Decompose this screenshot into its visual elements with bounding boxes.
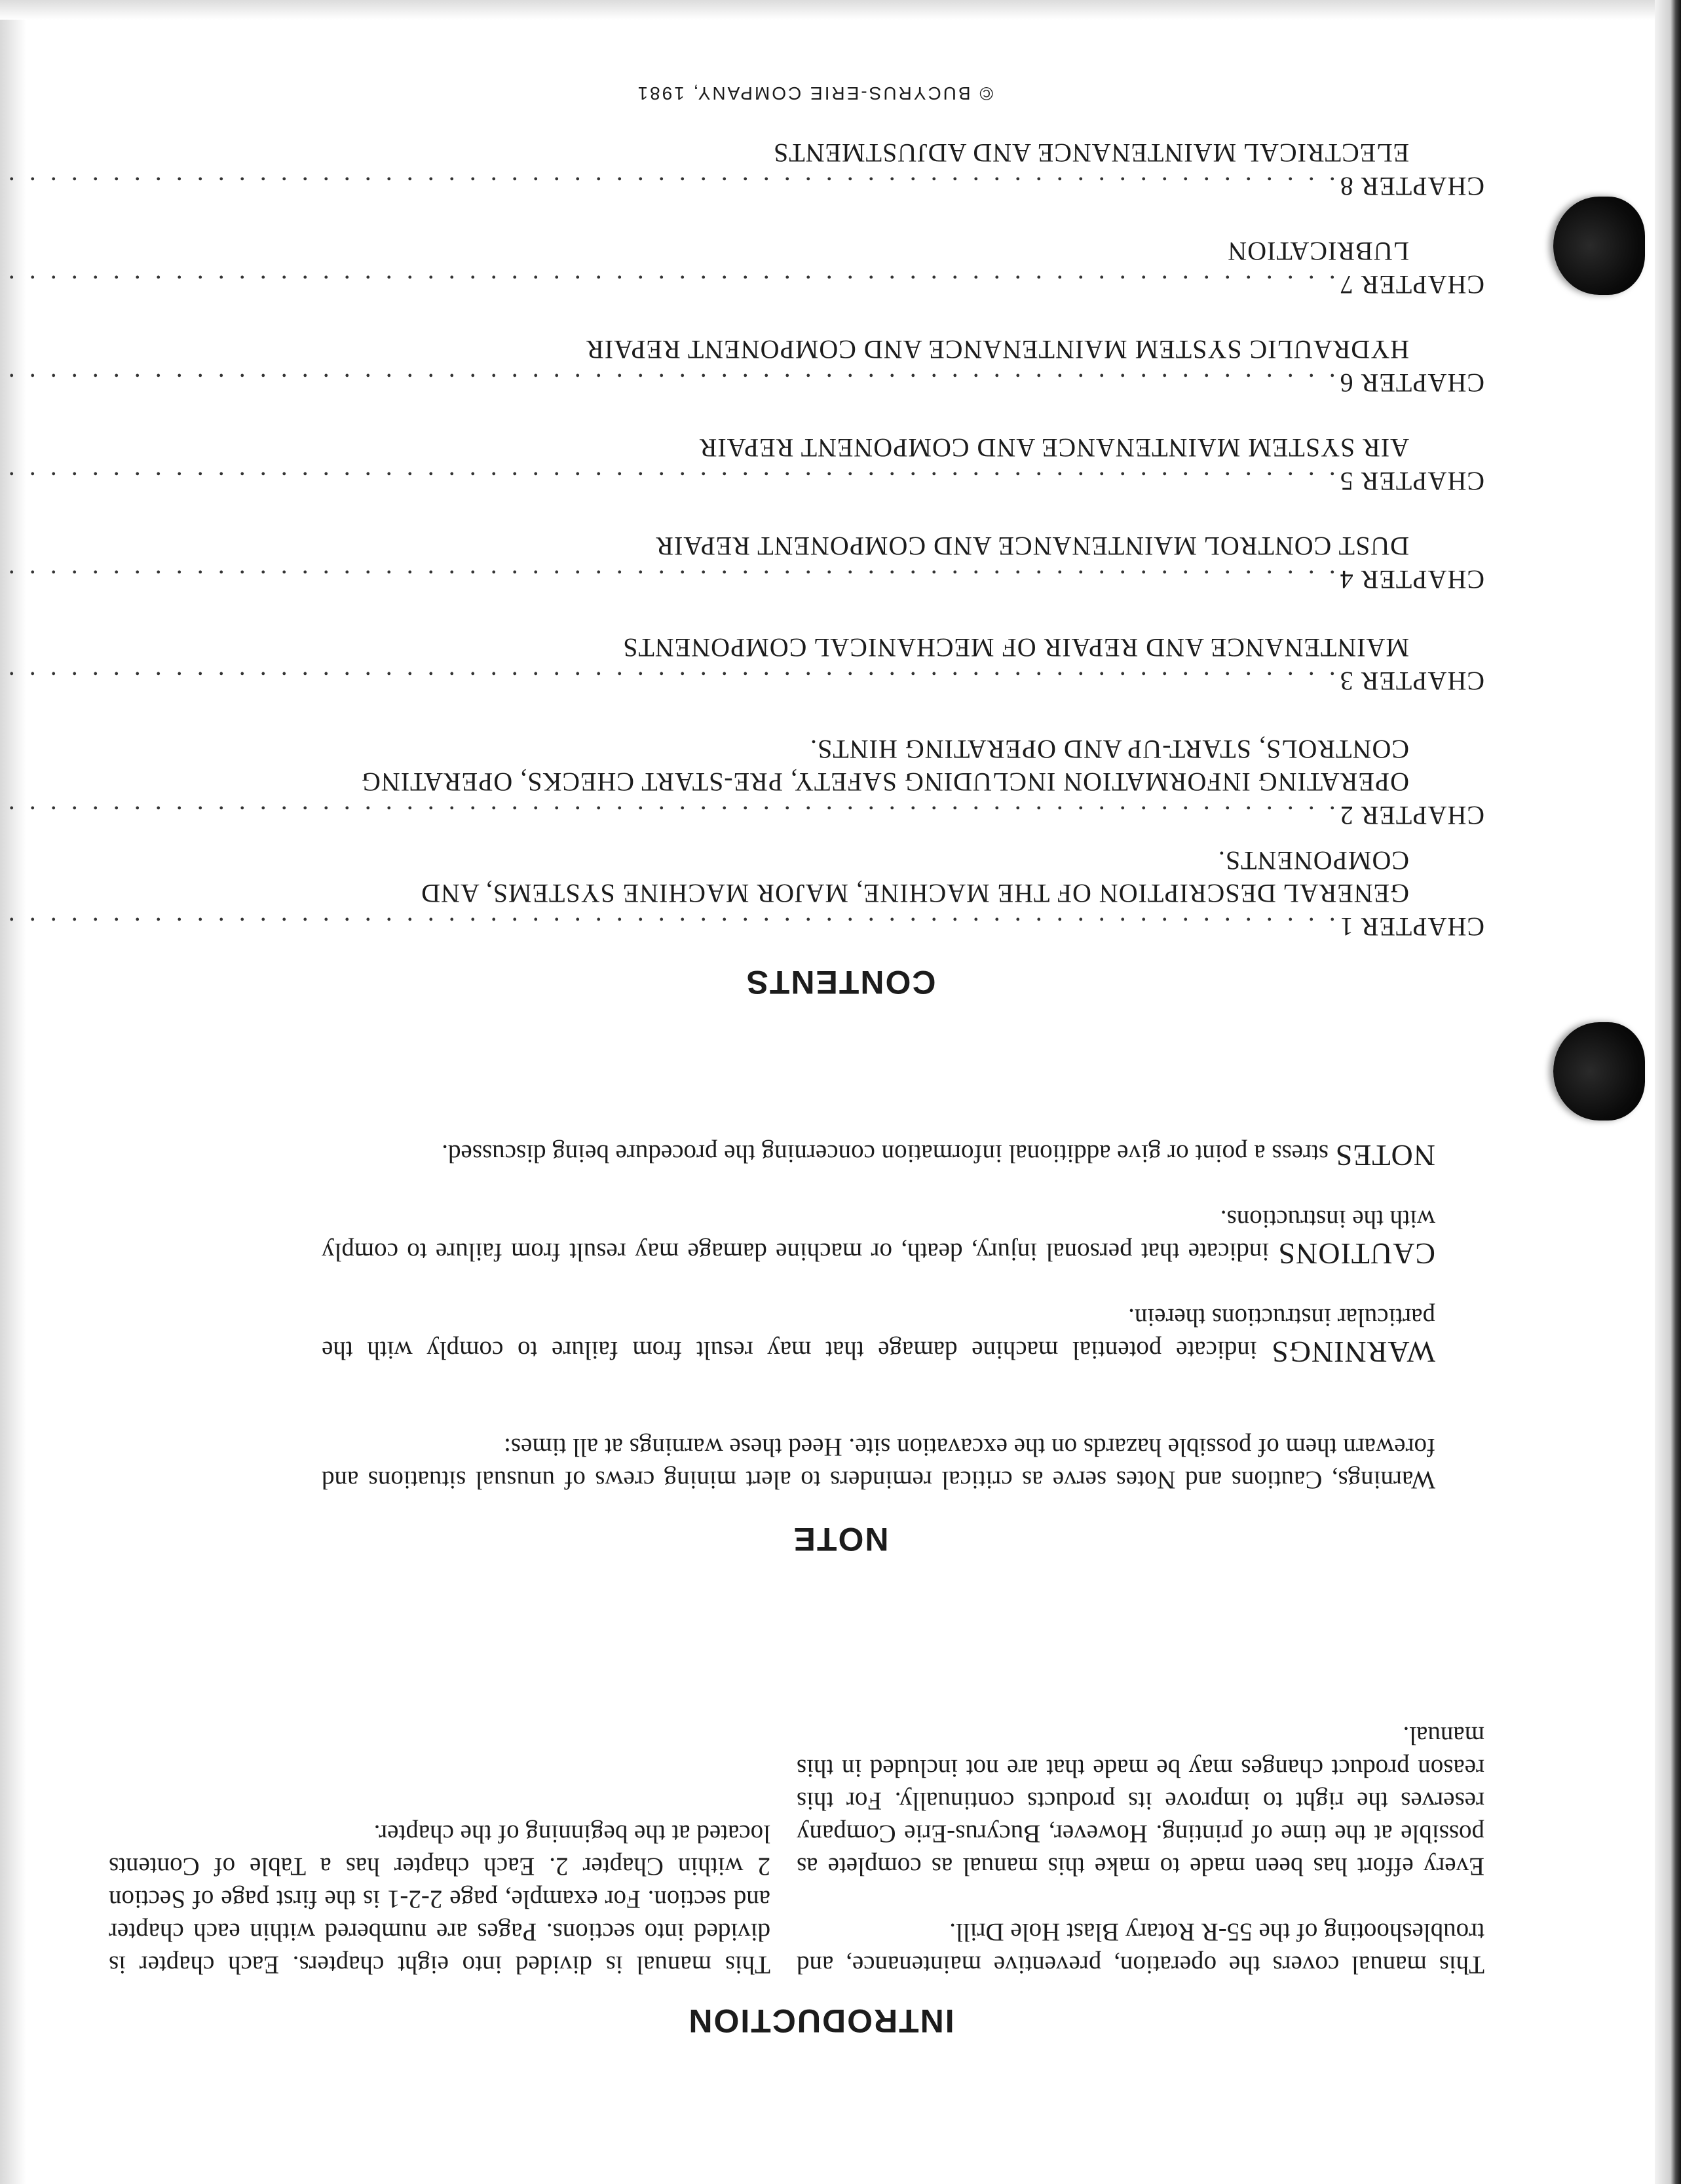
toc-description-line: ELECTRICAL MAINTENANCE AND ADJUSTMENTS	[773, 138, 1409, 168]
warnings-text: indicate potential machine damage that may result from failure to comply with the particular instructions therein.	[322, 1303, 1435, 1364]
toc-leader-dots: . . . . . . . . . . . . . . . . . . . . . . . . . . . . . . . . . . . . . . . . . . . . . . . . . . . . . . . . . . . . . . . .	[4, 801, 1336, 830]
toc-entry-chapter-4	[4, 529, 1484, 595]
cautions-text: indicate that personal injury, death, or machine damage may result from failure to comply with the instructions.	[322, 1205, 1435, 1266]
note-cautions	[322, 1202, 1435, 1270]
toc-chapter: CHAPTER 3	[1339, 666, 1484, 696]
toc-description	[174, 631, 1409, 664]
notes-text: stress a point or give additional information concerning the procedure being discussed.	[442, 1140, 1335, 1168]
introduction-heading: INTRODUCTION	[687, 2002, 954, 2039]
toc-entry-chapter-6	[4, 333, 1484, 398]
toc-entry-chapter-3	[4, 631, 1484, 697]
toc-pages	[0, 564, 1, 595]
toc-leader-dots: . . . . . . . . . . . . . . . . . . . . . . . . . . . . . . . . . . . . . . . . . . . . . . . . . . . . . . . . . . . . . . . .	[4, 666, 1336, 696]
toc-leader-dots: . . . . . . . . . . . . . . . . . . . . . . . . . . . . . . . . . . . . . . . . . . . . . . . . . . . . . . . . . . . . . . . .	[4, 912, 1336, 942]
toc-description	[174, 529, 1409, 562]
toc-description-line: HYDRAULIC SYSTEM MAINTENANCE AND COMPONENT REPAIR	[586, 335, 1409, 364]
note-heading: NOTE	[792, 1521, 889, 1558]
note-paragraph: Warnings, Cautions and Notes serve as critical reminders to alert mining crews of unusual situations and forewarn them of possible hazards on the excavation site. Heed these warnings at all times:	[322, 1433, 1435, 1494]
toc-entry-chapter-1	[4, 844, 1484, 942]
toc-description	[174, 235, 1409, 267]
toc-description-line: DUST CONTROL MAINTENANCE AND COMPONENT REPAIR	[655, 531, 1409, 561]
toc-entry-chapter-8	[4, 136, 1484, 202]
toc-chapter: CHAPTER 1	[1339, 912, 1484, 942]
toc-chapter: CHAPTER 6	[1339, 368, 1484, 398]
warnings-lead: WARNINGS	[1271, 1335, 1435, 1369]
toc-pages	[0, 466, 1, 497]
toc-description	[174, 333, 1409, 366]
toc-leader-dots: . . . . . . . . . . . . . . . . . . . . . . . . . . . . . . . . . . . . . . . . . . . . . . . . . . . . . . . . . . . . . . . .	[4, 565, 1336, 594]
toc-description-line: GENERAL DESCRIPTION OF THE MACHINE, MAJOR MACHINE SYSTEMS, AND	[421, 879, 1409, 908]
introduction-column-left	[797, 1719, 1484, 1981]
toc-entry-chapter-7	[4, 235, 1484, 300]
toc-pages	[0, 666, 1, 697]
toc-entry-chapter-5	[4, 431, 1484, 497]
toc-description-line: MAINTENANCE AND REPAIR OF MECHANICAL COMPONENTS	[622, 633, 1409, 662]
toc-chapter: CHAPTER 5	[1339, 467, 1484, 496]
toc-chapter: CHAPTER 8	[1339, 172, 1484, 201]
toc-description-line: CONTROLS, START-UP AND OPERATING HINTS.	[810, 735, 1409, 764]
toc-pages	[0, 171, 1, 202]
toc-pages	[0, 800, 1, 831]
toc-chapter: CHAPTER 7	[1339, 270, 1484, 299]
toc-description-line: AIR SYSTEM MAINTENANCE AND COMPONENT REPAIR	[698, 433, 1409, 463]
toc-pages	[0, 368, 1, 398]
toc-description-line: COMPONENTS.	[1217, 846, 1409, 875]
introduction-column-right	[109, 1817, 770, 1981]
copyright-notice: © BUCYRUS-ERIE COMPANY, 1981	[635, 83, 993, 104]
note-notes	[322, 1137, 1435, 1172]
toc-description	[174, 733, 1409, 798]
toc-chapter: CHAPTER 2	[1339, 801, 1484, 830]
introduction-paragraph: This manual is divided into eight chapters. Each chapter is divided into sections. Pages are numbered within each chapter and section. For example, page 2-2-1 is the first page of Section 2 within Chapter 2. Each chapter has a Table of Contents located at the beginning of the chapter.	[109, 1820, 770, 1979]
contents-heading: CONTENTS	[745, 964, 936, 1001]
toc-description-line: OPERATING INFORMATION INCLUDING SAFETY, PRE-START CHECKS, OPERATING	[360, 767, 1409, 797]
toc-chapter: CHAPTER 4	[1339, 565, 1484, 594]
toc-description	[174, 844, 1409, 910]
toc-description	[174, 431, 1409, 464]
toc-entry-chapter-2	[4, 733, 1484, 831]
notes-lead: NOTES	[1334, 1139, 1435, 1172]
toc-leader-dots: . . . . . . . . . . . . . . . . . . . . . . . . . . . . . . . . . . . . . . . . . . . . . . . . . . . . . . . . . . . . . . . .	[4, 172, 1336, 201]
introduction-paragraph: This manual covers the operation, preventive maintenance, and troubleshooting of the 55-R Rotary Blast Hole Drill.	[797, 1918, 1484, 1979]
toc-leader-dots: . . . . . . . . . . . . . . . . . . . . . . . . . . . . . . . . . . . . . . . . . . . . . . . . . . . . . . . . . . . . . . . .	[4, 270, 1336, 299]
toc-leader-dots: . . . . . . . . . . . . . . . . . . . . . . . . . . . . . . . . . . . . . . . . . . . . . . . . . . . . . . . . . . . . . . . .	[4, 467, 1336, 496]
toc-description	[174, 136, 1409, 169]
toc-pages	[0, 269, 1, 300]
toc-leader-dots: . . . . . . . . . . . . . . . . . . . . . . . . . . . . . . . . . . . . . . . . . . . . . . . . . . . . . . . . . . . . . . . .	[4, 368, 1336, 398]
toc-pages	[0, 911, 1, 942]
cautions-lead: CAUTIONS	[1277, 1237, 1435, 1271]
note-warnings	[322, 1301, 1435, 1368]
toc-description-line: LUBRICATION	[1227, 237, 1409, 266]
introduction-paragraph: Every effort has been made to make this manual as complete as possible at the time of printing. However, Bucyrus-Erie Company reserves the right to improve its products continually. For this reason product changes may be made that are not included in this manual.	[797, 1721, 1484, 1881]
